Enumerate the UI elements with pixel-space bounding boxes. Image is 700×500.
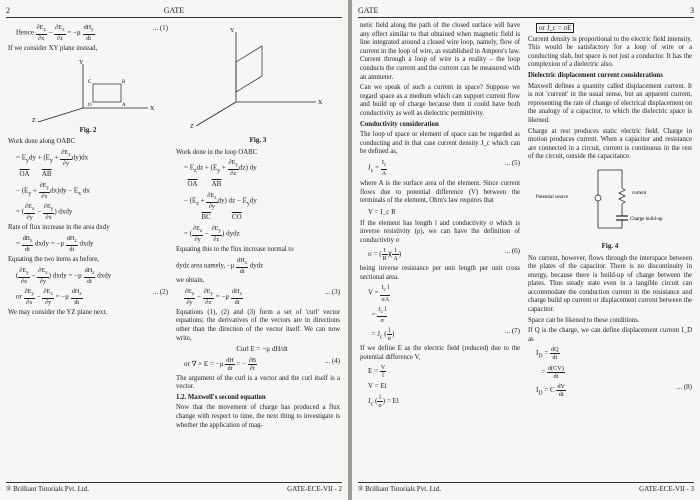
equation-4: or ∇ × E = −μ $\frac{dH}{dt}$ = − $\frac{\partial B}{\partial t}$ ... (4) (184, 356, 340, 372)
figure-3 (176, 22, 340, 145)
svg-text:Z: Z (32, 117, 36, 124)
svg-text:Y: Y (79, 59, 84, 66)
equation-7: = $J_c$ ( $\frac{l}{\sigma}$ ) ... (7) (368, 326, 520, 342)
figure-3-diagram (176, 22, 336, 134)
right-header-title: GATE (358, 6, 379, 15)
figure-4 (528, 164, 692, 251)
right-page (352, 0, 700, 500)
svg-text:C: C (88, 79, 92, 85)
left-page-footer (6, 482, 342, 494)
figure-4-source-label: Potential source (536, 194, 569, 200)
no-current-paragraph: No current, however, flows through the interspace between the plates of the capacitor. There is no discontinuity in energy, because there is build-up of charge between the plates. Thus steady state even in a tangible circuit can accommodate the conduction current in the resistance and charge build up current or displacement current between the capacitor. (528, 254, 692, 314)
svg-text:Y: Y (230, 28, 235, 34)
left-page (0, 0, 348, 500)
left-page-header (6, 6, 342, 18)
element-length-paragraph: If the element has length l and conductivity σ which is inverse resistivity (ρ), we can have the definition of conductivity σ (360, 219, 520, 244)
magnetic-field-paragraph: netic field along the path of the closed surface will have any effect similar to that obtained when magnetic field is line integrated around a closed wire loop, namely, flow of current in the loop of wire, as established in Ampere's law. Current through a loop of wire is a reality – the loop conducts the current and the current can be measured with an ammeter. (360, 22, 520, 81)
current-in-space-paragraph: Can we speak of such a current in space? Suppose we regard space as a medium which can support current flow and build up of charge because then it could have both conductivity as well as dielectric permittivity. (360, 84, 520, 117)
svg-text:O: O (88, 102, 92, 108)
current-density-paragraph: The loop of space or element of space can be regarded as conducting and in that case current density J_c which can be defined as, (360, 131, 520, 156)
figure-4-charge-label: Charge build-up (630, 216, 663, 222)
charge-rest-paragraph: Charge at rest produces static electric field. Charge in motion produces current. When a capacitor and resistance are connected in a circuit, current is continuous in the rest of the circuit, outside the capacitance. (528, 127, 692, 161)
svg-text:Z: Z (190, 124, 194, 130)
svg-text:B: B (122, 79, 126, 85)
figure-2-diagram (8, 56, 158, 124)
space-likened-text: Space can be likened to these conditions. (528, 316, 640, 324)
conductivity-title: Conductivity consideration (360, 120, 439, 128)
figure-4-circuit (528, 164, 688, 240)
work-loop-text: Work done in the loop OABC (176, 148, 258, 156)
argument-paragraph: The argument of the curl is a vector and the curl itself is a vector. (176, 374, 340, 391)
right-footer-publisher: ® Brilliant Tutorials Pvt. Ltd. (358, 485, 442, 493)
right-page-footer (358, 482, 694, 494)
surface-area-paragraph: where A is the surface area of the element. Since current flows due to potential difference (V) between the terminals of the element, Ohm's law requires that (360, 180, 520, 205)
displacement-define-text: If Q is the charge, we can define displacement current I_D as (528, 327, 692, 343)
rate-flux-text: Rate of flux increase in the area dxdy (8, 224, 110, 232)
define-e-paragraph: If we define E as the electric field (reduced) due to the potential difference V, (360, 345, 520, 361)
ohms-law: V = I_c R (368, 207, 396, 216)
right-footer-code: GATE-ECE-VII - 3 (639, 485, 694, 493)
left-footer-code: GATE-ECE-VII - 2 (287, 485, 342, 493)
left-page-number: 2 (6, 6, 10, 15)
figure-4-current-label: current (632, 190, 647, 196)
equation-5: $J_c$ = $\frac{I_c}{A}$ ... (5) (368, 158, 520, 178)
svg-text:A: A (122, 102, 126, 108)
consider-yz-text: We may consider the YZ plane next. (8, 309, 108, 317)
dielectric-title: Dielectric displacement current considerations (528, 71, 663, 79)
left-column-1: Hence $\frac{\partial E_z}{\partial x}$ − $\frac{\partial E_x}{\partial z}$ = −μ $dH_y$ dt ... (1) If we consider XY plane instead, Y X Z O A B C Fig. 2 Work done along OABC = $E_ydy + (E_y$ + $\frac{\partial E_x}{\partial y}$ dy)dx $\overline{OA}$ $\overline{AB}$ − ($E_y$ + $\frac{\partial E_y}{\partial x}$ $dx)dy - E_x$ dx = ( $\frac{\partial E_x}{\partial y}$ − $\frac{\partial E_y}{\partial x}$ ) dxdy Rate of flux increase in the area dxdy = $dB_z$ dt dxdy = −μ $dH_z$ dt dxdy Equating the two items as before, ( $\frac{\partial E_y}{\partial x}$ − $\frac{\partial E_x}{\partial y}$ ) dxdy = −μ $dH_z$ dt dxdy or $\frac{\partial E_y}{\partial x}$ − $\frac{\partial E_x}{\partial y}$ = −μ $dH_z$ dt ... (2) We may consider the YZ plane next. (8, 24, 168, 317)
figure-2-caption: Fig. 2 (79, 125, 97, 134)
jc-sigma-e: or J_c = σE (536, 24, 692, 33)
maxwell-defines-paragraph: Maxwell defines a quantity called displacement current. It is not 'current' in the usual sense, but an apparent current, representing the rate of change of electrical displacement on the analogy of a capacitor, to which the dielectric space is likened. (528, 82, 692, 124)
equation-2: or $\frac{\partial E_y}{\partial x}$ − $\frac{\partial E_x}{\partial y}$ = −μ $dH_z$ dt ... (2) (16, 287, 168, 307)
equation-1: Hence $\frac{\partial E_z}{\partial x}$ − $\frac{\partial E_x}{\partial z}$ = −μ $dH_y$ dt ... (1) (16, 24, 168, 43)
right-column-2: or J_c = σE Current density is proportional to the electric field intensity. This would be satisfactory for a loop of wire or a conducting slab, but space is not just a conductor. It has the complexion of a dielectric also. Dielectric displacement current considerations Maxwell defines a quantity called displacement current. It is not 'current' in the usual sense, but an apparent current, representing the rate of change of electrical displacement on the analogy of a capacitor, to which the dielectric space is likened. Charge at rest produces static electric field. Charge in motion produces current. When a capacitor and resistance are connected in a circuit, current is continuous in the rest of the circuit, outside the capacitance. current Potential source Charge build-up Fig. 4 No current, however, flows through the interspace between the plates of the capacitor. There is no discontinuity in energy, because there is build-up of charge between the plates. Thus steady state even in a tangible circuit can accommodate the conduction current in the resistance and charge build up current or displacement current between the capacitor. Space can be likened to these conditions. If Q is the charge, we can define displacement current I_D as $I_D$ = $\frac{dQ}{dt}$ = $\frac{d(CV)}{dt}$ $I_D = C$ $\frac{dV}{dt}$ ... (8) (528, 24, 692, 398)
right-page-number: 3 (690, 6, 694, 15)
inverse-resistance-paragraph: being inverse resistance per unit length per unit cross sectional area. (360, 265, 520, 281)
left-footer-publisher: ® Brilliant Tutorials Pvt. Ltd. (6, 485, 90, 493)
figure-3-caption: Fig. 3 (249, 136, 267, 144)
current-density-prop-paragraph: Current density is proportional to the electric field intensity. This would be satisfactory for a loop of wire or a conducting slab, but space is not just a conductor. It has the complexion of a dielectric also. (528, 35, 692, 69)
left-header-title: GATE (163, 6, 185, 15)
we-obtain-text: we obtain, (176, 276, 205, 284)
equations-paragraph: Equations (1), (2) and (3) form a set of 'curl' vector equations; the derivatives of the vectors are in directions other than the direction of the vector itself. We can now write, (176, 308, 340, 342)
equation-6: σ = ( $\frac{1}{R}$ )( $\frac{l}{A}$ ) ... (6) (368, 247, 520, 263)
section-1-2-paragraph: Now that the movement of charge has produced a flux change with respect to time, the next thing to investigate is whether the application of mag- (176, 404, 340, 429)
equation-8: $I_D = C$ $\frac{dV}{dt}$ ... (8) (536, 382, 692, 398)
left-column-2: Y X Z Fig. 3 Work done in the loop OABC = $E_zdz + (E_y$ + $\frac{\partial E_y}{\partial z}$ dz) dy $\overline{OA}$ $\overline{AB}$ − ($E_z$ + $\frac{\partial E_z}{\partial y}$ dy) dz − $E_ydy$ $\overline{BC}$ $\overline{CO}$ = ( $\frac{\partial E_z}{\partial y}$ − $\frac{\partial E_y}{\partial z}$ ) dydz Equating this to the flux increase normal to dydz area namely, −μ $dH_x$ dt dydz we obtain, $\frac{\partial E_z}{\partial y}$ − $\frac{\partial E_y}{\partial z}$ = −μ $dH_x$ dt ... (3) Equations (1), (2) and (3) form a set of 'curl' vector equations; the derivatives of the vectors are in directions other than the direction of the vector itself. We can now write, Curl E = −μ dH/dt or ∇ × E = −μ $\frac{dH}{dt}$ = − $\frac{\partial B}{\partial t}$ ... (4) The argument of the curl is a vector and the curl itself is a vector. 1.2. Maxwell's second equation Now that the movement of charge has produced a flux change with respect to time, the next thing to investigate is whether the application of mag- (176, 22, 340, 478)
consider-xy-text: If we consider XY plane instead, (8, 45, 98, 53)
svg-text:X: X (150, 105, 155, 112)
figure-2 (8, 56, 168, 135)
curl-equation: Curl E = −μ dH/dt (236, 345, 288, 354)
work-done-text: Work done along OABC (8, 138, 76, 146)
figure-4-caption: Fig. 4 (601, 241, 619, 250)
right-column-1: netic field along the path of the closed surface will have any effect similar to that obtained when magnetic field is line integrated around a closed wire loop, namely, flow of current in the loop of wire, as established in Ampere's law. Current through a loop of wire is a reality – the loop conducts the current and the current can be measured with an ammeter. Can we speak of such a current in space? Suppose we regard space as a medium which can support current flow and build up of charge because then it could have both conductivity as well as dielectric permittivity. Conductivity consideration The loop of space or element of space can be regarded as conducting and in that case current density J_c which can be defined as, $J_c$ = $\frac{I_c}{A}$ ... (5) where A is the surface area of the element. Since current flows due to potential difference (V) between the terminals of the element, Ohm's law requires that V = I_c R If the element has length l and conductivity σ which is inverse resistivity (ρ), we can have the definition of conductivity σ σ = ( $\frac{1}{R}$ )( $\frac{l}{A}$ ) ... (6) being inverse resistance per unit length per unit cross sectional area. V = $\frac{I_c l}{\sigma A}$ = $\frac{J_c l}{\sigma}$ = $J_c$ ( $\frac{l}{\sigma}$ ) ... (7) If we define E as the electric field (reduced) due to the potential difference V, E = $\frac{V}{l}$ V = El $J_c$ ( $\frac{l}{\sigma}$ ) = El (360, 22, 520, 409)
equating-flux-text: Equating this to the flux increase normal to (176, 246, 294, 254)
section-1-2-title: 1.2. Maxwell's second equation (176, 393, 266, 401)
equation-3: $\frac{\partial E_z}{\partial y}$ − $\frac{\partial E_y}{\partial z}$ = −μ $dH_x$ dt ... (3) (185, 287, 340, 306)
equating-text: Equating the two items as before, (8, 256, 99, 264)
right-page-header (358, 6, 694, 18)
dydz-area-text: dydz area namely, (176, 262, 226, 270)
svg-text:X: X (318, 100, 323, 106)
